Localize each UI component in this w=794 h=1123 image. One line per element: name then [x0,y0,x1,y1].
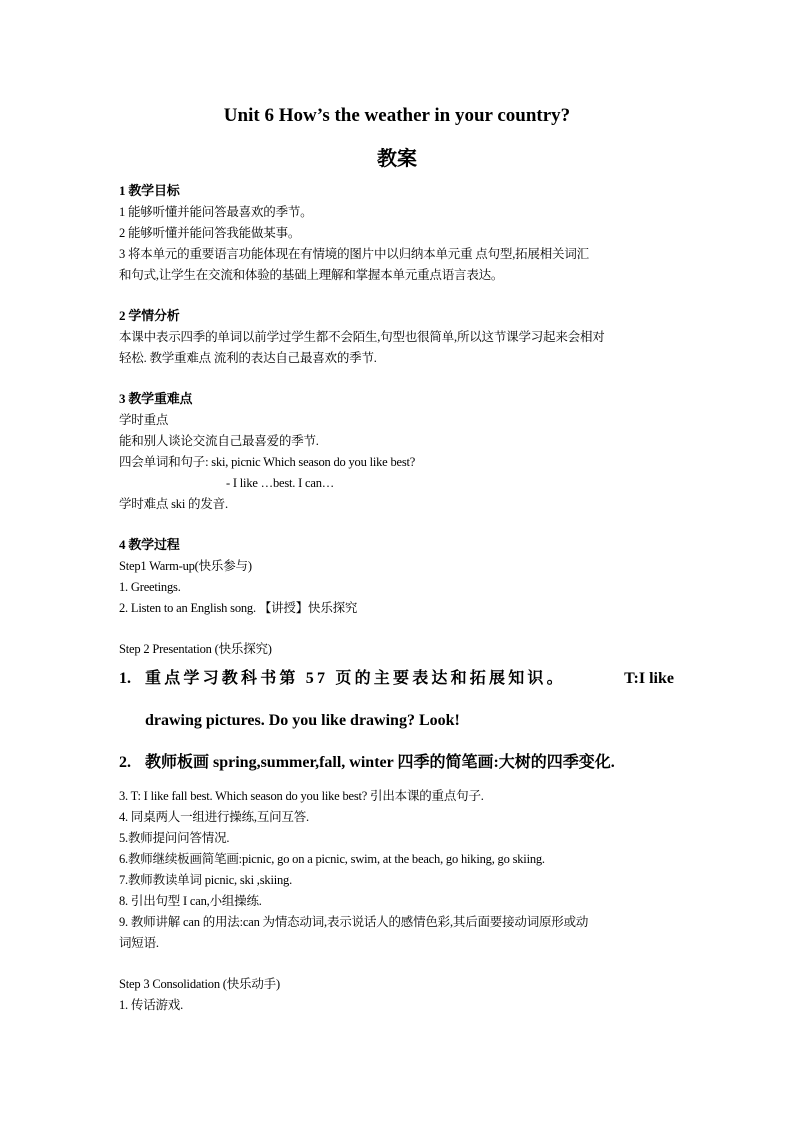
step2-item: 3. T: I like fall best. Which season do you like best? 引出本课的重点句子. [119,789,484,803]
step2-big-item-2 [119,752,615,774]
step2-item: 6.教师继续板画简笔画:picnic, go on a picnic, swim, at the beach, go hiking, go skiing. [119,852,545,866]
step2-item: 8. 引出句型 I can,小组操练. [119,894,262,908]
objective-line: 3 将本单元的重要语言功能体现在有情境的图片中以归纳本单元重 点句型,拓展相关词汇 [119,247,589,261]
document-title: Unit 6 How’s the weather in your country? [223,105,571,126]
step2-big-item-1-cont: drawing pictures. Do you like drawing? Look! [145,712,460,729]
key-point-line: 学时难点 ski 的发音. [119,497,228,511]
item-number: 1. [119,670,131,687]
step2-item: 词短语. [119,936,159,950]
section-heading-key-points: 3 教学重难点 [119,391,193,406]
analysis-line: 本课中表示四季的单词以前学过学生都不会陌生,句型也很简单,所以这节课学习起来会相对 [119,330,605,344]
key-point-line: 学时重点 [119,413,169,427]
step2-item: 9. 教师讲解 can 的用法:can 为情态动词,表示说话人的感情色彩,其后面要接动词原形或动 [119,915,589,929]
analysis-line: 轻松. 教学重难点 流利的表达自己最喜欢的季节. [119,351,377,365]
section-heading-process: 4 教学过程 [119,537,180,552]
item-tail: T:I like [624,670,674,687]
section-heading-objectives: 1 教学目标 [119,183,180,198]
item-text: 教师板画 spring,summer,fall, winter 四季的简笔画:大树的四季变化. [145,754,615,771]
key-point-line: 四会单词和句子: ski, picnic Which season do you like best? [119,455,416,469]
item-text: 重点学习教科书第 57 页的主要表达和拓展知识。 [145,670,566,687]
key-point-line: - I like …best. I can… [226,476,335,490]
section-heading-analysis: 2 学情分析 [119,308,180,323]
step2-item: 5.教师提问问答情况. [119,831,230,845]
objective-line: 1 能够听懂并能问答最喜欢的季节。 [119,205,313,219]
item-number: 2. [119,754,131,771]
step2-big-item-1 [119,668,674,690]
objective-line: 2 能够听懂并能问答我能做某事。 [119,226,301,240]
step2-item: 7.教师教读单词 picnic, ski ,skiing. [119,873,293,887]
step3-title: Step 3 Consolidation (快乐动手) [119,977,280,991]
step1-item: 2. Listen to an English song. 【讲授】快乐探究 [119,601,358,615]
step1-title: Step1 Warm-up(快乐参与) [119,559,252,573]
step3-item: 1. 传话游戏. [119,998,184,1012]
step2-title: Step 2 Presentation (快乐探究) [119,642,272,656]
key-point-line: 能和别人谈论交流自己最喜爱的季节. [119,434,319,448]
step2-item: 4. 同桌两人一组进行操练,互问互答. [119,810,309,824]
document-subtitle: 教案 [377,148,417,170]
step1-item: 1. Greetings. [119,580,181,594]
objective-line: 和句式,让学生在交流和体验的基础上理解和掌握本单元重点语言表达。 [119,268,504,282]
